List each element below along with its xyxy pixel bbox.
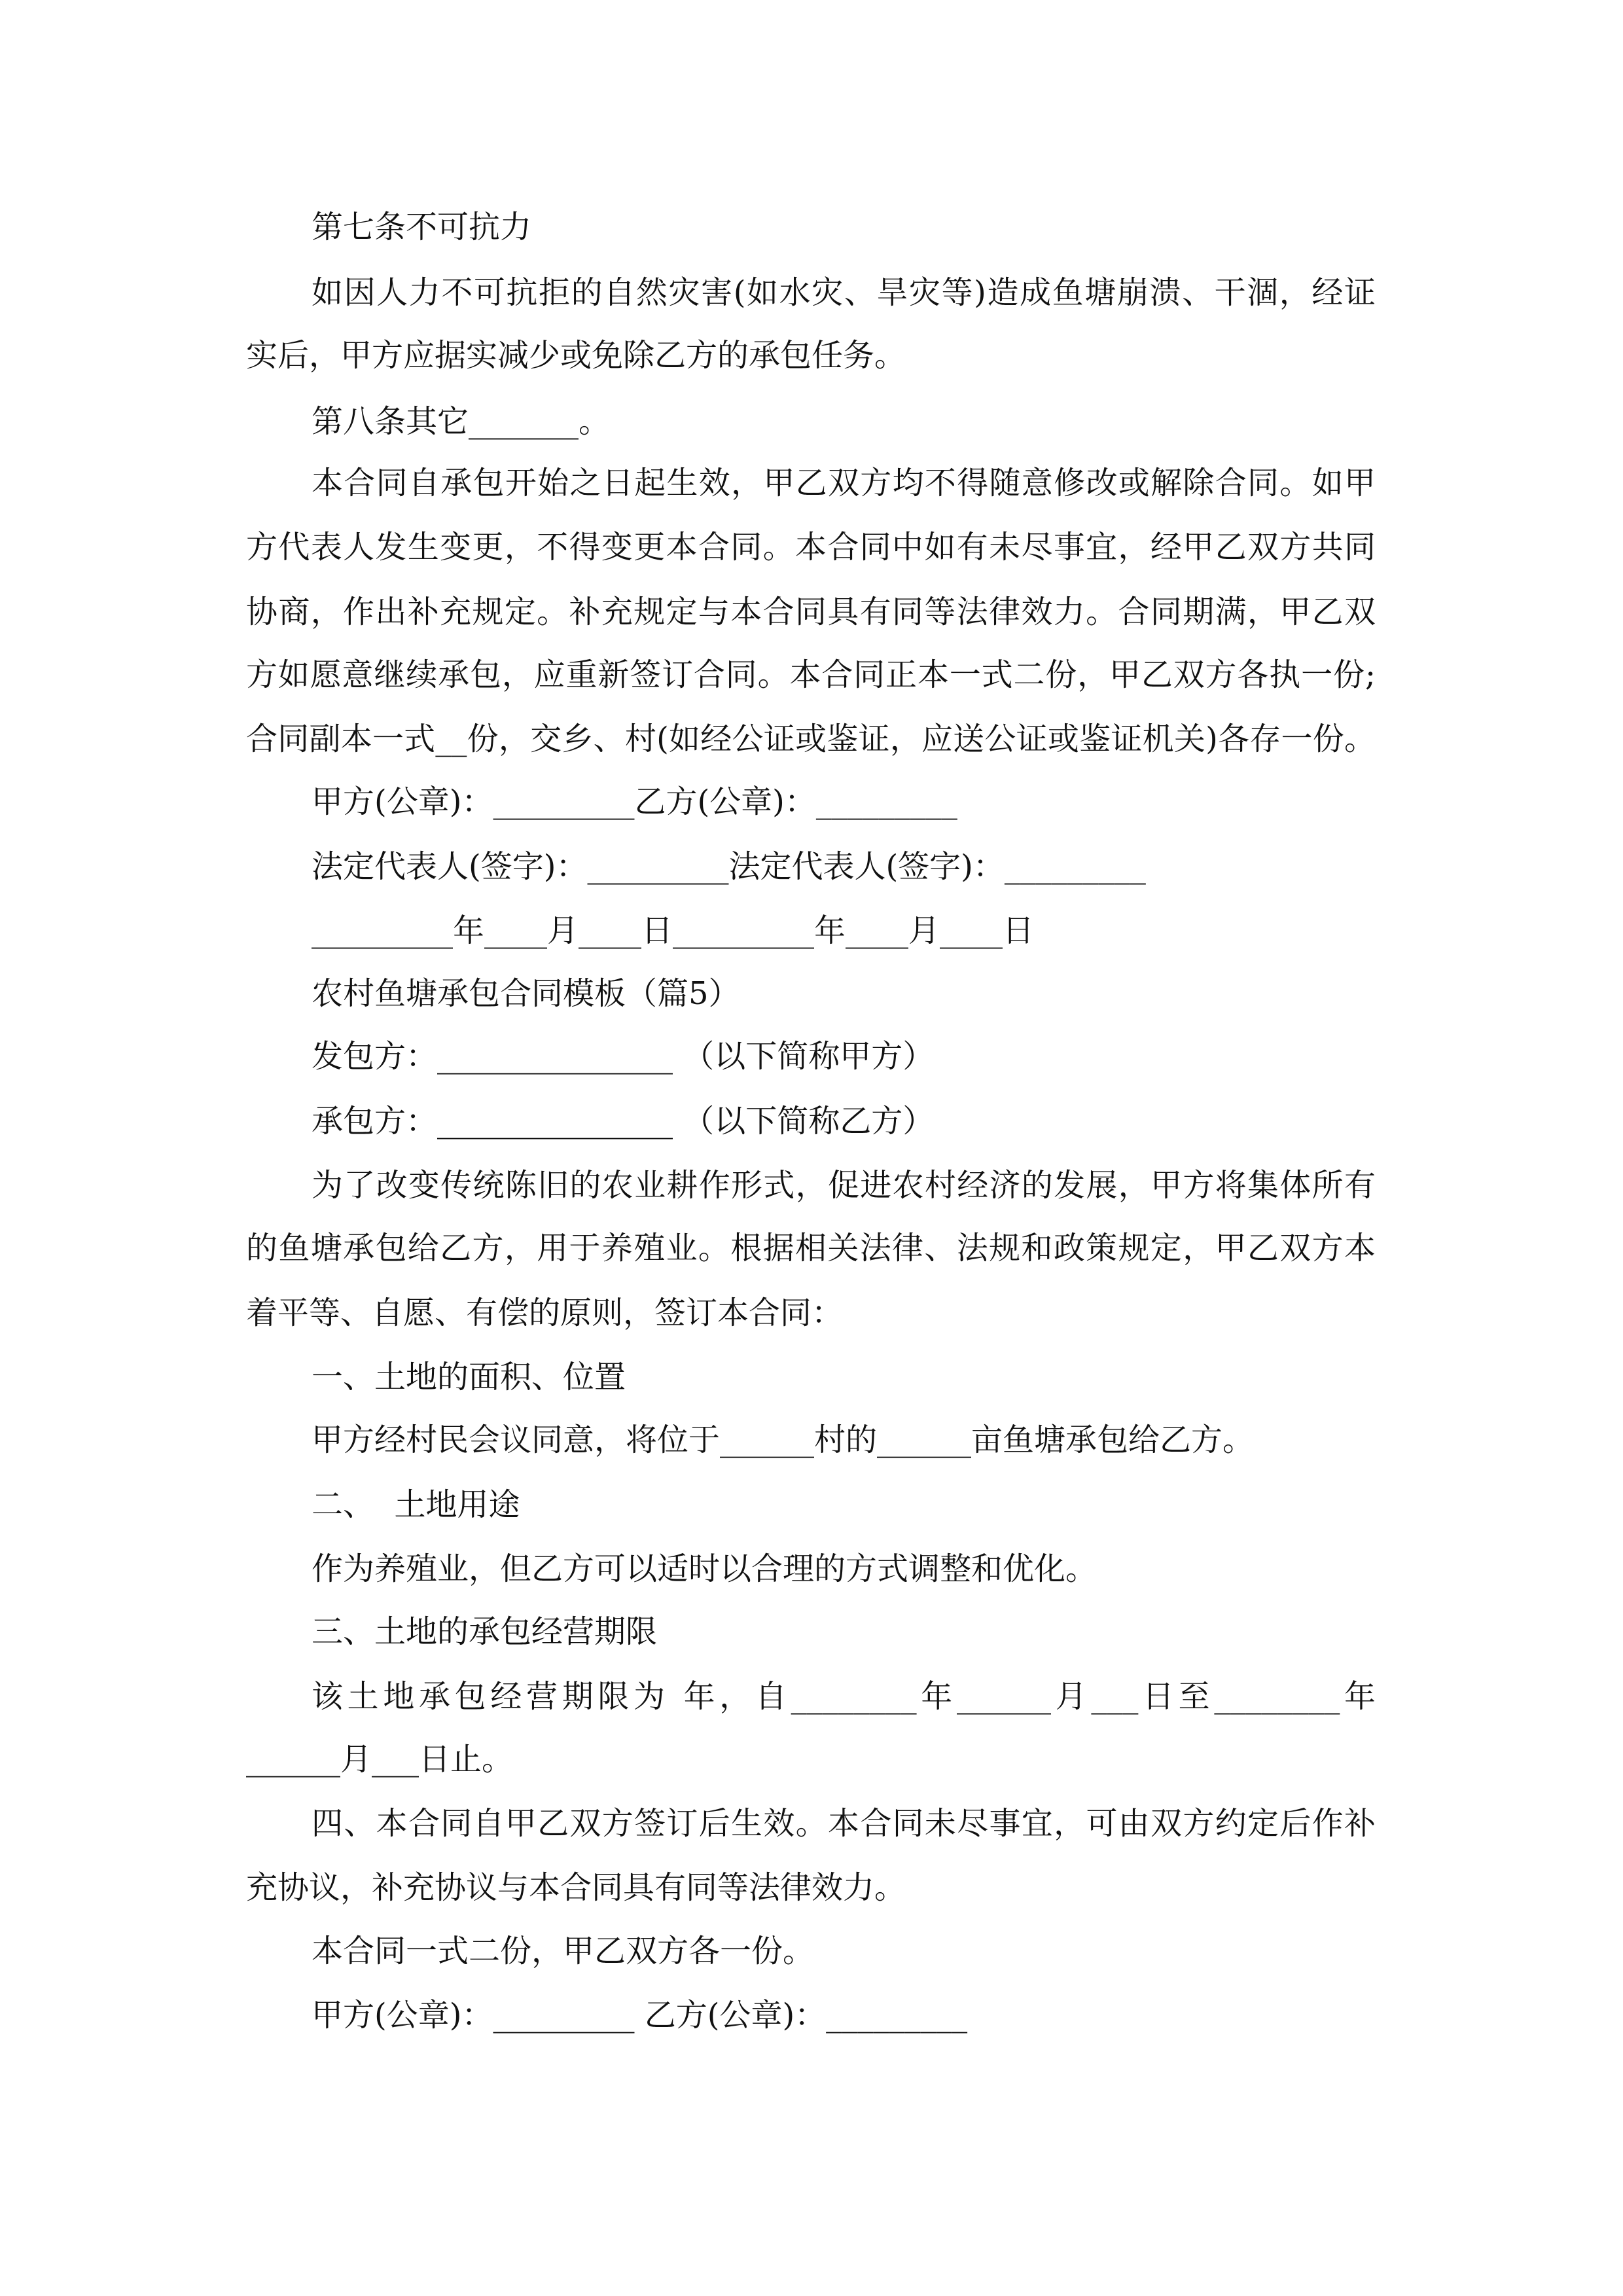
seal-line: 甲方(公章)：_________ 乙方(公章)：_________	[312, 1997, 968, 2034]
clause-3-heading: 三、土地的承包经营期限	[312, 1613, 658, 1650]
clause-1-heading: 一、土地的面积、位置	[312, 1359, 626, 1395]
paragraph-line: 充协议，补充协议与本合同具有同等法律效力。	[246, 1869, 906, 1906]
paragraph-line: 实后，甲方应据实减少或免除乙方的承包任务。	[246, 337, 906, 374]
paragraph-line: 的鱼塘承包给乙方，用于养殖业。根据相关法律、法规和政策规定，甲乙双方本	[246, 1230, 1376, 1266]
paragraph-line: 着平等、自愿、有偿的原则，签订本合同：	[246, 1295, 844, 1331]
paragraph-line: 本合同自承包开始之日起生效，甲乙双方均不得随意修改或解除合同。如甲	[312, 465, 1376, 501]
paragraph-line: 甲方经村民会议同意，将位于______村的______亩鱼塘承包给乙方。	[312, 1422, 1255, 1458]
paragraph-line: 该土地承包经营期限为 年，自________年______月___日至________年	[312, 1678, 1376, 1715]
article-7-heading: 第七条不可抗力	[312, 209, 532, 245]
paragraph-line: 如因人力不可抗拒的自然灾害(如水灾、旱灾等)造成鱼塘崩溃、干涸，经证	[312, 274, 1376, 311]
paragraph-line: 协商，作出补充规定。补充规定与本合同具有同等法律效力。合同期满，甲乙双	[246, 594, 1376, 630]
seal-line: 甲方(公章)：_________乙方(公章)：_________	[312, 783, 957, 820]
paragraph-line: 为了改变传统陈旧的农业耕作形式，促进农村经济的发展，甲方将集体所有	[312, 1167, 1376, 1204]
paragraph-line: 方代表人发生变更，不得变更本合同。本合同中如有未尽事宜，经甲乙双方共同	[246, 529, 1376, 565]
paragraph-line: 本合同一式二份，甲乙双方各一份。	[312, 1933, 815, 1969]
party-b-line: 承包方：_______________ （以下简称乙方）	[312, 1103, 935, 1139]
date-line: _________年____月____日_________年____月____日	[312, 912, 1035, 949]
paragraph-line: 方如愿意继续承包，应重新签订合同。本合同正本一式二份，甲乙双方各执一份;	[246, 656, 1376, 693]
paragraph-line: 四、本合同自甲乙双方签订后生效。本合同未尽事宜，可由双方约定后作补	[312, 1805, 1376, 1842]
clause-2-heading: 二、 土地用途	[312, 1486, 520, 1523]
section-title: 农村鱼塘承包合同模板（篇5）	[312, 975, 740, 1012]
paragraph-line: ______月___日止。	[246, 1741, 514, 1778]
paragraph-line: 作为养殖业，但乙方可以适时以合理的方式调整和优化。	[312, 1551, 1097, 1587]
paragraph-line: 合同副本一式__份，交乡、村(如经公证或鉴证，应送公证或鉴证机关)各存一份。	[246, 721, 1376, 757]
party-a-line: 发包方：_______________ （以下简称甲方）	[312, 1038, 935, 1075]
article-8-heading: 第八条其它_______。	[312, 403, 611, 440]
signature-line: 法定代表人(签字)：_________法定代表人(签字)：_________	[312, 848, 1146, 885]
